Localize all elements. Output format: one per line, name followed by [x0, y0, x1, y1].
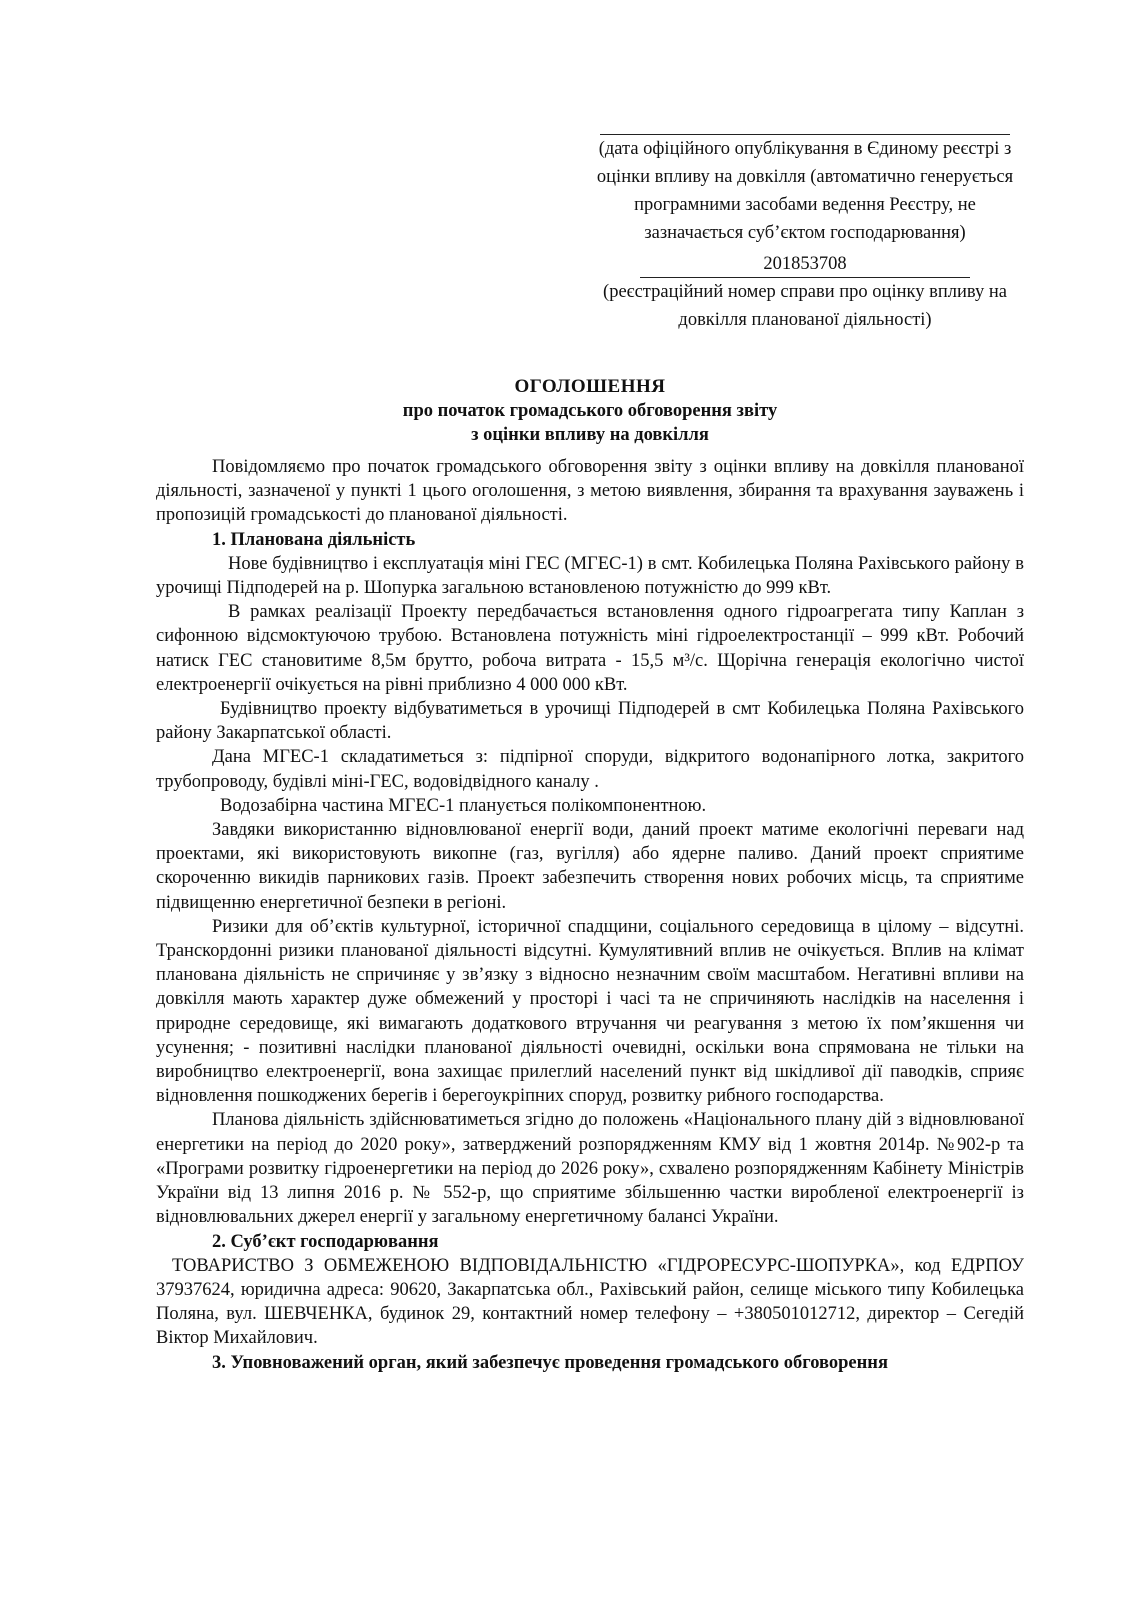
section-1-paragraph: Ризики для об’єктів культурної, історичної спадщини, соціального середовища в цілому – відсутні. Транскордонні ризики планованої діяльності відсутні. Кумулятивний вплив не очікується. Вплив на клімат планована діяльність не спричиняє у зв’язку з відносно незначним своїм масштабом. Негативні впливи на довкілля мають характер дуже обмежений у просторі і часі та не спричиняють наслідків на населення і природне середовище, які вимагають додаткового втручання чи реагування з метою їх пом’якшення чи усунення; - позитивні наслідки планованої діяльності очевидні, оскільки вона спрямована не тільки на виробництво електроенергії, вона захищає прилеглий населений пункт від шкідливої дії паводків, сприяє відновлення пошкоджених берегів і берегоукріпних споруд, розвитку рибного господарства. — [156, 916, 1024, 1107]
section-1-paragraph: Будівництво проекту відбуватиметься в урочищі Підподерей в смт Кобилецька Поляна Рахівського району Закарпатської області. — [156, 699, 1024, 744]
section-2-text: ТОВАРИСТВО З ОБМЕЖЕНОЮ ВІДПОВІДАЛЬНІСТЮ «ГІДРОРЕСУРС-ШОПУРКА», код ЕДРПОУ 37937624, юридична адреса: 90620, Закарпатська обл., Рахівський район, селище міського типу Кобилецька Поляна, вул. ШЕВЧЕНКА, будинок 29, контактний номер телефону – +380501012712, директор – Сегедій Віктор Михайлович. — [156, 1255, 1024, 1349]
section-1-paragraph: Планова діяльність здійснюватиметься згідно до положень «Національного плану дій з відновлюваної енергетики на період до 2020 року», затверджений розпорядженням КМУ від 1 жовтня 2014р. №902-р та «Програми розвитку гідроенергетики на період до 2026 року», схвалено розпорядженням Кабінету Міністрів України від 13 липня 2016 р. № 552-р, що сприятиме збільшенню частки виробленої електроенергії із відновлювальних джерел енергії у загальному енергетичному балансі України. — [156, 1110, 1024, 1228]
intro-paragraph: Повідомляємо про початок громадського обговорення звіту з оцінки впливу на довкілля планованої діяльності, зазначеної у пункті 1 цього оголошення, з метою виявлення, збирання та врахування зауважень і пропозицій громадськості до планованої діяльності. — [156, 457, 1024, 526]
section-3-heading: 3. Уповноважений орган, який забезпечує проведення громадського обговорення — [212, 1352, 888, 1373]
announcement-body — [156, 374, 1024, 1375]
announcement-subtitle-2: з оцінки впливу на довкілля — [471, 425, 709, 445]
publication-note: (дата офіційного опублікування в Єдиному реєстрі з оцінки впливу на довкілля (автоматично генерується програмними засобами ведення Реєстру, не зазначається суб’єктом господарювання) — [596, 139, 1014, 243]
section-1-paragraph: Нове будівництво і експлуатація міні ГЕС (МГЕС-1) в смт. Кобилецька Поляна Рахівського району в урочищі Підподерей на р. Шопурка загальною встановленою потужністю до 999 кВт. — [156, 553, 1024, 599]
announcement-subtitle-1: про початок громадського обговорення звіту — [402, 401, 778, 421]
registry-header — [590, 120, 1020, 334]
section-1-paragraph: Дана МГЕС-1 складатиметься з: підпірної споруди, відкритого водонапірного лотка, закритого трубопроводу, будівлі міні-ГЕС, водовідвідного каналу . — [156, 747, 1024, 792]
registration-number: 201853708 — [640, 251, 970, 278]
section-1-paragraph: Завдяки використанню відновлюваної енергії води, даний проект матиме екологічні переваги над проектами, які використовують викопне (газ, вугілля) або ядерне паливо. Даний проект сприятиме скороченню викидів парникових газів. Проект забезпечить створення нових робочих місць, та сприятиме підвищенню енергетичної безпеки в регіоні. — [156, 820, 1024, 913]
section-2-heading: 2. Суб’єкт господарювання — [212, 1231, 439, 1252]
registration-note: (реєстраційний номер справи про оцінку впливу на довкілля планованої діяльності) — [603, 282, 1007, 330]
announcement-title: ОГОЛОШЕННЯ — [514, 376, 666, 397]
section-1-heading: 1. Планована діяльність — [212, 529, 416, 550]
section-1-paragraph: В рамках реалізації Проекту передбачається встановлення одного гідроагрегата типу Каплан з сифонною відсмоктуючою трубою. Встановлена потужність міні гідроелектростанції – 999 кВт. Робочий натиск ГЕС становитиме 8,5м брутто, робоча витрата - 15,5 м³/с. Щорічна генерація екологічно чистої електроенергії очікується на рівні приблизно 4 000 000 кВт. — [156, 602, 1024, 695]
section-1-paragraph: Водозабірна частина МГЕС-1 планується полікомпонентною. — [220, 795, 707, 816]
